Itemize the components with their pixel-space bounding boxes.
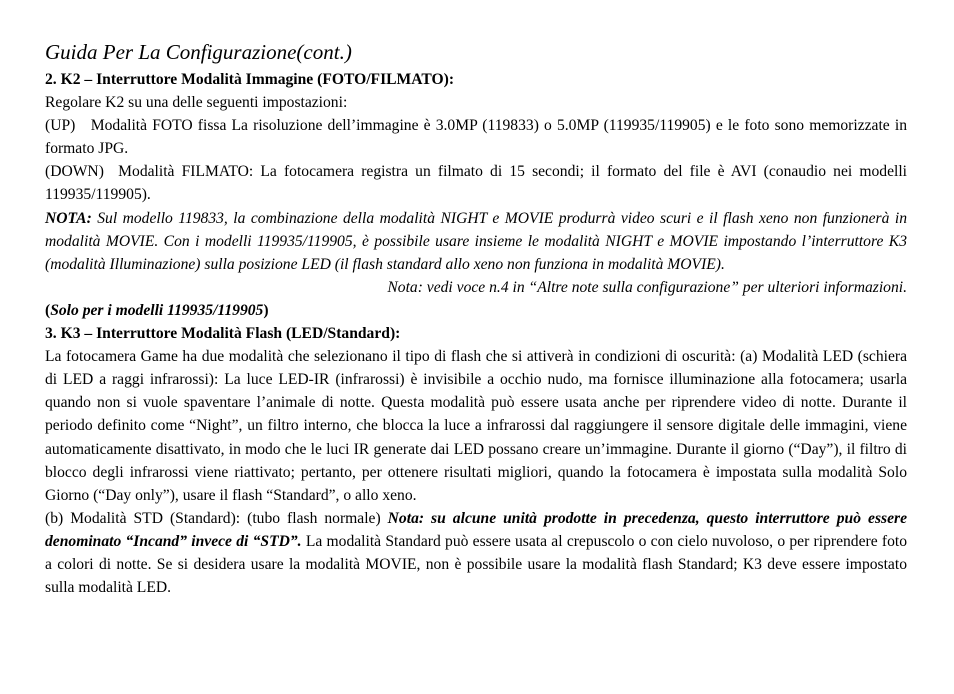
models-note-close: ) — [263, 301, 269, 319]
document-page — [45, 38, 907, 599]
section-2-heading: 2. K2 – Interruttore Modalità Immagine (FOTO/FILMATO): — [45, 71, 455, 88]
led-mode-text: (a) Modalità LED (schiera di LED a raggi infrarossi): La luce LED-IR (infrarossi) è invisibile a occhio nudo, ma fornisce illuminazione alla fotocamera; usarla quando non si vuole spaventare l’animale di notte. Questa modalità può essere usata anche per riprendere video di notte. Durante il periodo definito come “Night”, un filtro interno, che blocca la luce a infrarossi dal raggiungere il sensore digitale delle immagini, viene automaticamente disattivato, in modo che le luci IR generate dai LED possano creare un’immagine. Durante il giorno (“Day”), il filtro di blocco degli infrarossi viene riattivato; pertanto, per ottenere risultati migliori, quando la fotocamera è impostata sulla modalità Solo Giorno (“Day only”), usare il flash “Standard”, o allo xeno. — [45, 348, 908, 504]
down-mode-paragraph: (DOWN) Modalità FILMATO: La fotocamera registra un filmato di 15 secondi; il formato del file è AVI (conaudio nei modelli 119935/119905). — [45, 163, 907, 204]
page-title: Guida Per La Configurazione(cont.) — [45, 40, 352, 64]
up-mode-paragraph: (UP) Modalità FOTO fissa La risoluzione dell’immagine è 3.0MP (119833) o 5.0MP (119935/119905) e le foto sono memorizzate in formato JPG. — [45, 117, 907, 158]
std-mode-start: (b) Modalità STD (Standard): (tubo flash normale) — [45, 509, 388, 527]
models-note-open: ( — [45, 301, 51, 319]
nota-paragraph — [45, 207, 907, 276]
std-mode-nota: Nota: su alcune unità prodotte in precedenza, questo interruttore può essere denominato “Incand” invece di “STD”. — [45, 509, 907, 550]
nota-text: Sul modello 119833, la combinazione della modalità NIGHT e MOVIE produrrà video scuri e il flash xeno non funzionerà in modalità MOVIE. Con i modelli 119935/119905, è possibile usare insieme le modalità NIGHT e MOVIE impostando l’interruttore K3 (modalità Illuminazione) sulla posizione LED (il flash standard allo xeno non funziona in modalità MOVIE). — [45, 209, 907, 273]
models-note — [45, 299, 907, 322]
section-3-heading: 3. K3 – Interruttore Modalità Flash (LED/Standard): — [45, 325, 401, 343]
std-mode-paragraph — [45, 507, 907, 599]
section-2-intro: Regolare K2 su una delle seguenti impostazioni: — [45, 94, 348, 112]
models-note-text: Solo per i modelli 119935/119905 — [50, 301, 264, 319]
nota-label: NOTA: — [45, 209, 92, 227]
std-mode-end: La modalità Standard può essere usata al crepuscolo o con cielo nuvoloso, o per riprendere foto a colori di notte. Se si desidera usare la modalità MOVIE, non è possibile usare la modalità flash Standard; K3 deve essere impostato sulla modalità LED. — [45, 532, 907, 597]
section-3-intro: La fotocamera Game ha due modalità che selezionano il tipo di flash che si attiverà in condizioni di oscurità: — [45, 348, 736, 366]
note-reference: Nota: vedi voce n.4 in “Altre note sulla configurazione” per ulteriori informazioni. — [387, 278, 907, 296]
section-3-body — [45, 345, 907, 507]
